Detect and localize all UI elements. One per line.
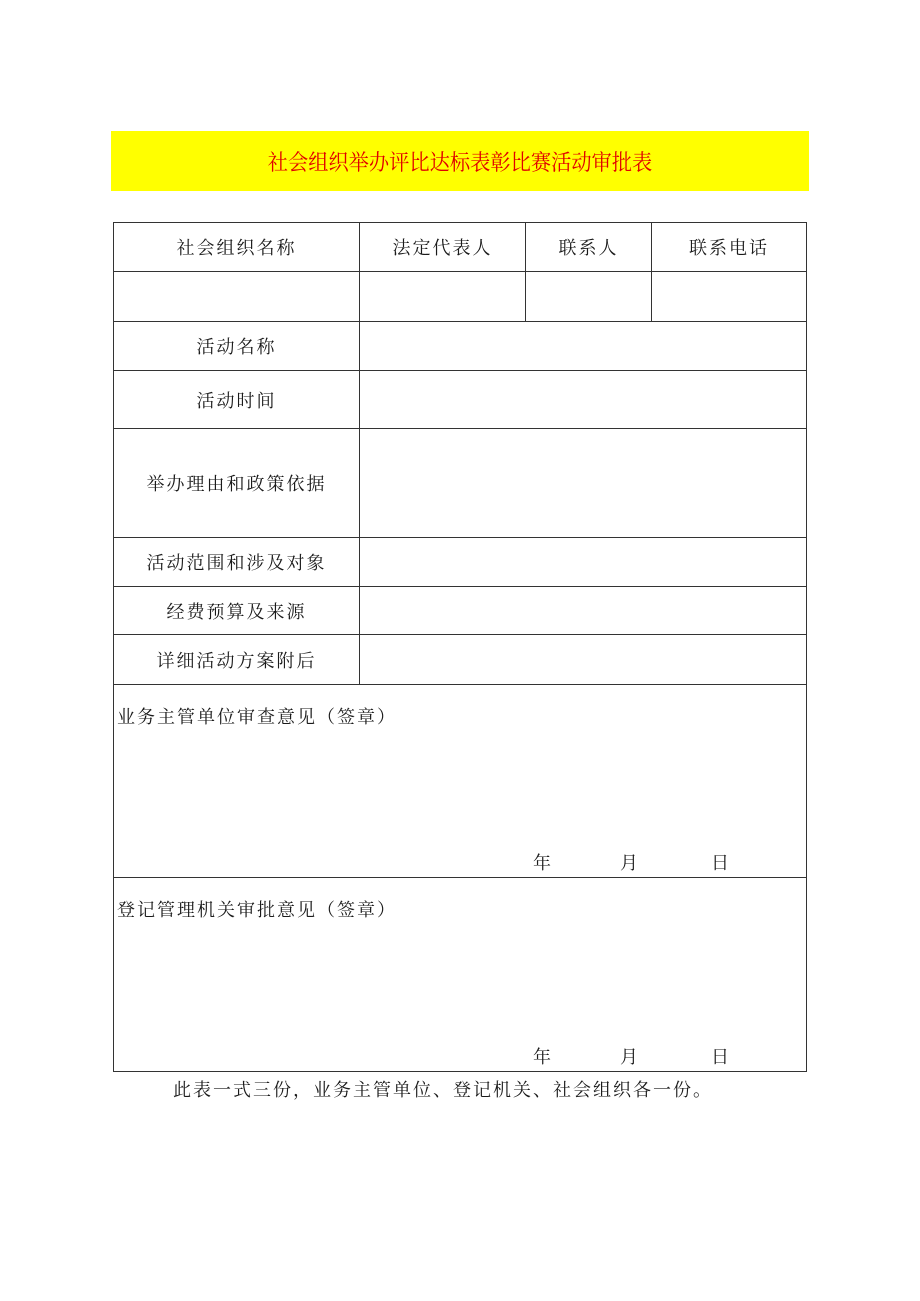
org-name-header: 社会组织名称 <box>114 223 360 272</box>
approval-form-table <box>113 222 807 1072</box>
contact-field[interactable] <box>526 272 652 322</box>
activity-name-label: 活动名称 <box>114 322 360 371</box>
plan-attached-field[interactable] <box>360 635 807 685</box>
footnote: 此表一式三份，业务主管单位、登记机关、社会组织各一份。 <box>173 1080 713 1101</box>
budget-source-row <box>114 587 807 635</box>
org-info-row <box>114 272 807 322</box>
reason-policy-label: 举办理由和政策依据 <box>114 429 360 538</box>
registration-date-year: 年 <box>533 1047 553 1068</box>
scope-targets-field[interactable] <box>360 538 807 587</box>
form-title: 社会组织举办评比达标表彰比赛活动审批表 <box>267 150 653 176</box>
registration-date <box>114 1043 806 1069</box>
registration-date-month: 月 <box>620 1047 640 1068</box>
scope-targets-row <box>114 538 807 587</box>
contact-header: 联系人 <box>526 223 652 272</box>
legal-rep-header: 法定代表人 <box>360 223 526 272</box>
registration-opinion-row <box>114 878 807 1072</box>
title-banner <box>111 131 809 191</box>
activity-time-row <box>114 371 807 429</box>
phone-header: 联系电话 <box>652 223 807 272</box>
registration-date-day: 日 <box>711 1047 731 1068</box>
activity-name-row <box>114 322 807 371</box>
legal-rep-field[interactable] <box>360 272 526 322</box>
budget-source-field[interactable] <box>360 587 807 635</box>
supervisor-opinion-cell[interactable] <box>114 685 807 878</box>
supervisor-opinion-row <box>114 685 807 878</box>
activity-name-field[interactable] <box>360 322 807 371</box>
supervisor-date-month: 月 <box>620 853 640 874</box>
supervisor-date <box>114 849 806 875</box>
activity-time-field[interactable] <box>360 371 807 429</box>
phone-field[interactable] <box>652 272 807 322</box>
supervisor-date-year: 年 <box>533 853 553 874</box>
reason-policy-field[interactable] <box>360 429 807 538</box>
registration-opinion-label: 登记管理机关审批意见（签章） <box>117 900 397 921</box>
budget-source-label: 经费预算及来源 <box>114 587 360 635</box>
supervisor-opinion-label: 业务主管单位审查意见（签章） <box>117 707 397 728</box>
registration-opinion-cell[interactable] <box>114 878 807 1072</box>
plan-attached-label: 详细活动方案附后 <box>114 635 360 685</box>
plan-attached-row <box>114 635 807 685</box>
supervisor-date-day: 日 <box>711 853 731 874</box>
header-row <box>114 223 807 272</box>
org-name-field[interactable] <box>114 272 360 322</box>
scope-targets-label: 活动范围和涉及对象 <box>114 538 360 587</box>
reason-policy-row <box>114 429 807 538</box>
activity-time-label: 活动时间 <box>114 371 360 429</box>
